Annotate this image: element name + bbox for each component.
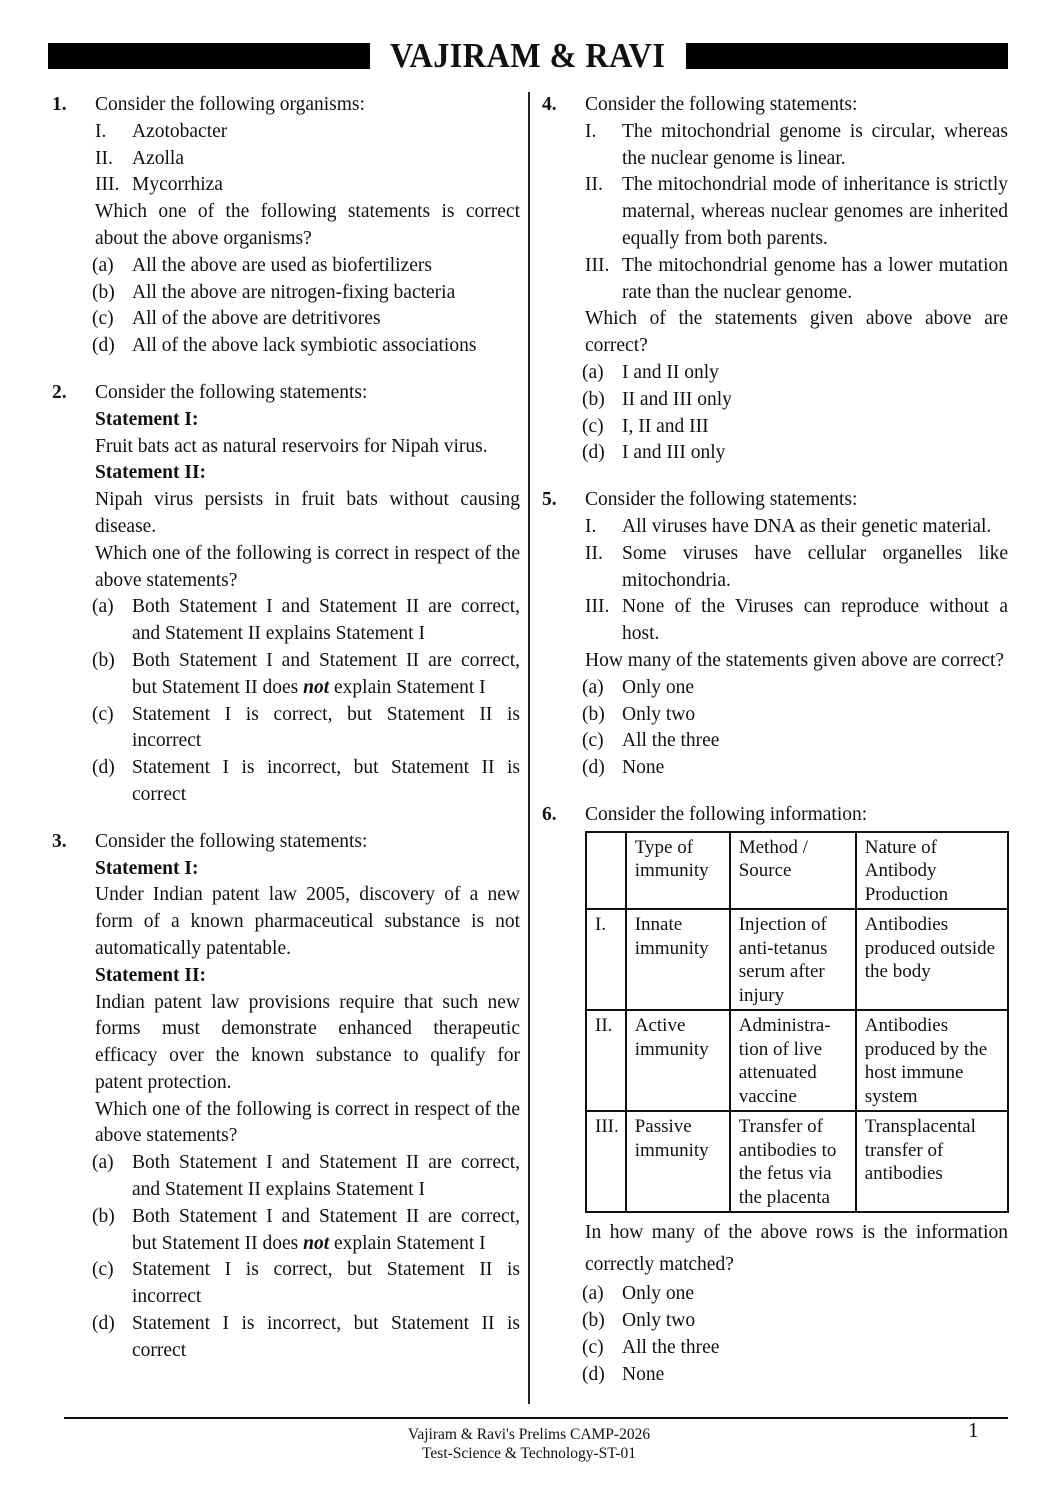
footer-line-2: Test-Science & Technology-ST-01 — [422, 1445, 636, 1462]
answer-option[interactable]: (c) All of the above are detritivores — [92, 308, 381, 330]
statement-2-text: Indian patent law provisions require that such new forms must demonstrate enhanced therapeutic efficacy over the known substance to qualify for patent protection. — [95, 991, 520, 1093]
page-footer — [0, 1425, 1058, 1463]
footer-rule — [64, 1417, 1008, 1419]
list-item: I. All viruses have DNA as their genetic material. — [585, 515, 992, 537]
statement-1-heading: Statement I: — [95, 408, 199, 430]
list-item: III. Mycorrhiza — [95, 174, 223, 196]
page-header — [48, 36, 1008, 75]
question-number: 3. — [52, 830, 67, 852]
question-prompt: Which one of the following is correct in respect of the above statements? — [95, 1098, 520, 1147]
answer-option[interactable]: (b) Only two — [582, 1310, 696, 1332]
answer-option[interactable]: (b) Only two — [582, 703, 696, 725]
question-prompt: How many of the statements given above are correct? — [585, 649, 1005, 671]
question-prompt: In how many of the above rows is the information correctly matched? — [585, 1222, 1008, 1276]
table-row: I. Innate immunity Injection of anti-tetanus serum after injury Antibodies produced outside the body — [586, 909, 1008, 1010]
answer-option[interactable]: (d) None — [582, 757, 665, 779]
list-item: III. None of the Viruses can reproduce without a host. — [585, 596, 1008, 645]
question-1 — [48, 92, 520, 360]
answer-option[interactable]: (c) All the three — [582, 730, 720, 752]
column-header: Method / Source — [730, 832, 856, 910]
answer-option[interactable]: (a) Only one — [582, 676, 695, 698]
list-item: II. Azolla — [95, 147, 184, 169]
table-row: III. Passive immunity Transfer of antibodies to the fetus via the placenta Transplacental transfer of antibodies — [586, 1111, 1008, 1212]
question-intro: Consider the following statements: — [585, 489, 858, 511]
list-item: II. Some viruses have cellular organelles like mitochondria. — [585, 542, 1008, 591]
question-number: 6. — [542, 803, 557, 825]
list-item: III. The mitochondrial genome has a lower mutation rate than the nuclear genome. — [585, 254, 1008, 303]
emphasis-not: not — [303, 676, 330, 698]
question-prompt: Which one of the following is correct in respect of the above statements? — [95, 542, 520, 591]
question-6 — [538, 802, 1008, 1388]
page-number: 1 — [968, 1418, 979, 1442]
answer-option[interactable]: (d) None — [582, 1363, 665, 1385]
question-intro: Consider the following organisms: — [95, 94, 365, 115]
header-title: VAJIRAM & RAVI — [390, 36, 666, 75]
statement-2-text: Nipah virus persists in fruit bats without causing disease. — [95, 489, 520, 537]
question-intro: Consider the following statements: — [95, 381, 368, 403]
statement-1-text: Fruit bats act as natural reservoirs for Nipah virus. — [95, 435, 488, 457]
right-column — [538, 92, 1008, 1408]
header-bar-right — [686, 43, 1008, 69]
question-number: 1. — [52, 94, 67, 115]
column-divider — [528, 92, 530, 1404]
answer-option[interactable]: (b) All the above are nitrogen-fixing bacteria — [92, 281, 456, 303]
statement-2-heading: Statement II: — [95, 462, 207, 484]
footer-line-1: Vajiram & Ravi's Prelims CAMP-2026 — [407, 1426, 651, 1443]
answer-option[interactable]: (d) Statement I is incorrect, but Statement II is correct — [92, 1313, 520, 1361]
question-3 — [48, 829, 520, 1365]
answer-option[interactable]: (b) II and III only — [582, 388, 732, 410]
statement-1-heading: Statement I: — [95, 857, 199, 879]
answer-option[interactable]: (a) All the above are used as biofertilizers — [92, 254, 432, 276]
table-row: II. Active immunity Administra-tion of live attenuated vaccine Antibodies produced by the host immune system — [586, 1010, 1008, 1111]
answer-option[interactable]: (a) Only one — [582, 1283, 695, 1305]
question-prompt: Which one of the following statements is correct about the above organisms? — [95, 201, 520, 249]
statement-1-text: Under Indian patent law 2005, discovery of a new form of a known pharmaceutical substance is not automatically patentable. — [95, 884, 520, 959]
question-intro: Consider the following statements: — [585, 94, 858, 115]
emphasis-not: not — [303, 1232, 330, 1254]
question-2 — [48, 380, 520, 809]
question-4 — [538, 92, 1008, 467]
answer-option[interactable]: (d) I and III only — [582, 442, 726, 464]
answer-option[interactable]: (b) Both Statement I and Statement II are correct, but Statement II does not explain Statement I — [92, 649, 520, 698]
question-intro: Consider the following information: — [585, 803, 868, 825]
statement-2-heading: Statement II: — [95, 964, 207, 986]
header-bar-left — [48, 43, 370, 69]
question-intro: Consider the following statements: — [95, 830, 368, 852]
question-number: 2. — [52, 381, 67, 403]
answer-option[interactable]: (c) I, II and III — [582, 415, 709, 437]
column-header: Type of immunity — [626, 832, 730, 910]
list-item: I. The mitochondrial genome is circular, whereas the nuclear genome is linear. — [585, 120, 1008, 169]
answer-option[interactable]: (a) Both Statement I and Statement II are correct, and Statement II explains Statement I — [92, 1152, 520, 1201]
column-header: Nature of Antibody Production — [856, 832, 1008, 910]
answer-option[interactable]: (b) Both Statement I and Statement II are correct, but Statement II does not explain Statement I — [92, 1205, 520, 1254]
answer-option[interactable]: (c) Statement I is correct, but Statement II is incorrect — [92, 1259, 520, 1308]
list-item: I. Azotobacter — [95, 120, 228, 142]
immunity-table — [585, 831, 1009, 1214]
answer-option[interactable]: (a) Both Statement I and Statement II are correct, and Statement II explains Statement I — [92, 596, 520, 645]
question-prompt: Which of the statements given above above are correct? — [585, 308, 1008, 357]
answer-option[interactable]: (d) All of the above lack symbiotic associations — [92, 335, 477, 357]
table-header-row — [586, 832, 1008, 910]
question-number: 5. — [542, 489, 557, 511]
question-number: 4. — [542, 94, 557, 115]
list-item: II. The mitochondrial mode of inheritance is strictly maternal, whereas nuclear genomes are inherited equally from both parents. — [585, 174, 1008, 249]
answer-option[interactable]: (c) Statement I is correct, but Statement II is incorrect — [92, 703, 520, 752]
answer-option[interactable]: (a) I and II only — [582, 361, 719, 383]
left-column — [48, 92, 520, 1385]
answer-option[interactable]: (c) All the three — [582, 1336, 720, 1358]
answer-option[interactable]: (d) Statement I is incorrect, but Statement II is correct — [92, 757, 520, 805]
question-5 — [538, 487, 1008, 782]
